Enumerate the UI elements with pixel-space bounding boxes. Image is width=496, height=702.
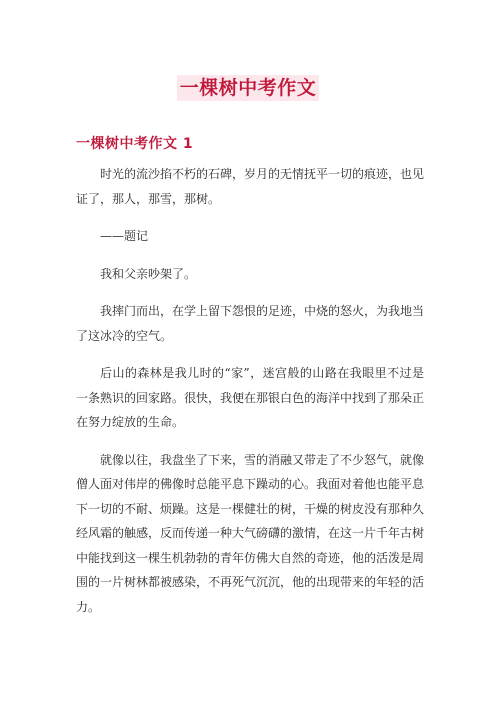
paragraph-2: 我和父亲吵架了。: [100, 266, 197, 281]
essay-body: [76, 162, 424, 632]
section-heading: 一棵树中考作文 1: [76, 136, 194, 152]
document-title: 一棵树中考作文: [177, 75, 320, 101]
paragraph-3: 我摔门而出，在学上留下怨恨的足迹，中烧的怒火，为我地当了这冰冷的空气。: [76, 304, 425, 343]
title-container: [0, 75, 496, 101]
paragraph-5: 就像以往，我盘坐了下来，雪的消融又带走了不少怒气，就像僧人面对伟岸的佛像时总能平息下躁动的心。我面对着他也能平息下一切的不耐、烦躁。这是一棵健壮的树，干燥的树皮没有那种久经风霜的触感，反而传递一种大气磅礴的激情，在这一片千年古树中能找到这一棵生机勃勃的青年仿佛大自然的奇迹，他的活泼是周围的一片树林都被感染，不再死气沉沉，他的出现带来的年轻的活力。: [76, 452, 425, 614]
epigraph-attribution: ——题记: [100, 229, 149, 243]
paragraph-4: 后山的森林是我儿时的“家”，迷宫般的山路在我眼里不过是一条熟识的回家路。很快，我便在那银白色的海洋中找到了那朵正在努力绽放的生命。: [76, 366, 425, 429]
paragraph-1: 时光的流沙掐不朽的石碑，岁月的无情抚平一切的痕迹，也见证了，那人，那雪，那树。: [76, 167, 425, 206]
